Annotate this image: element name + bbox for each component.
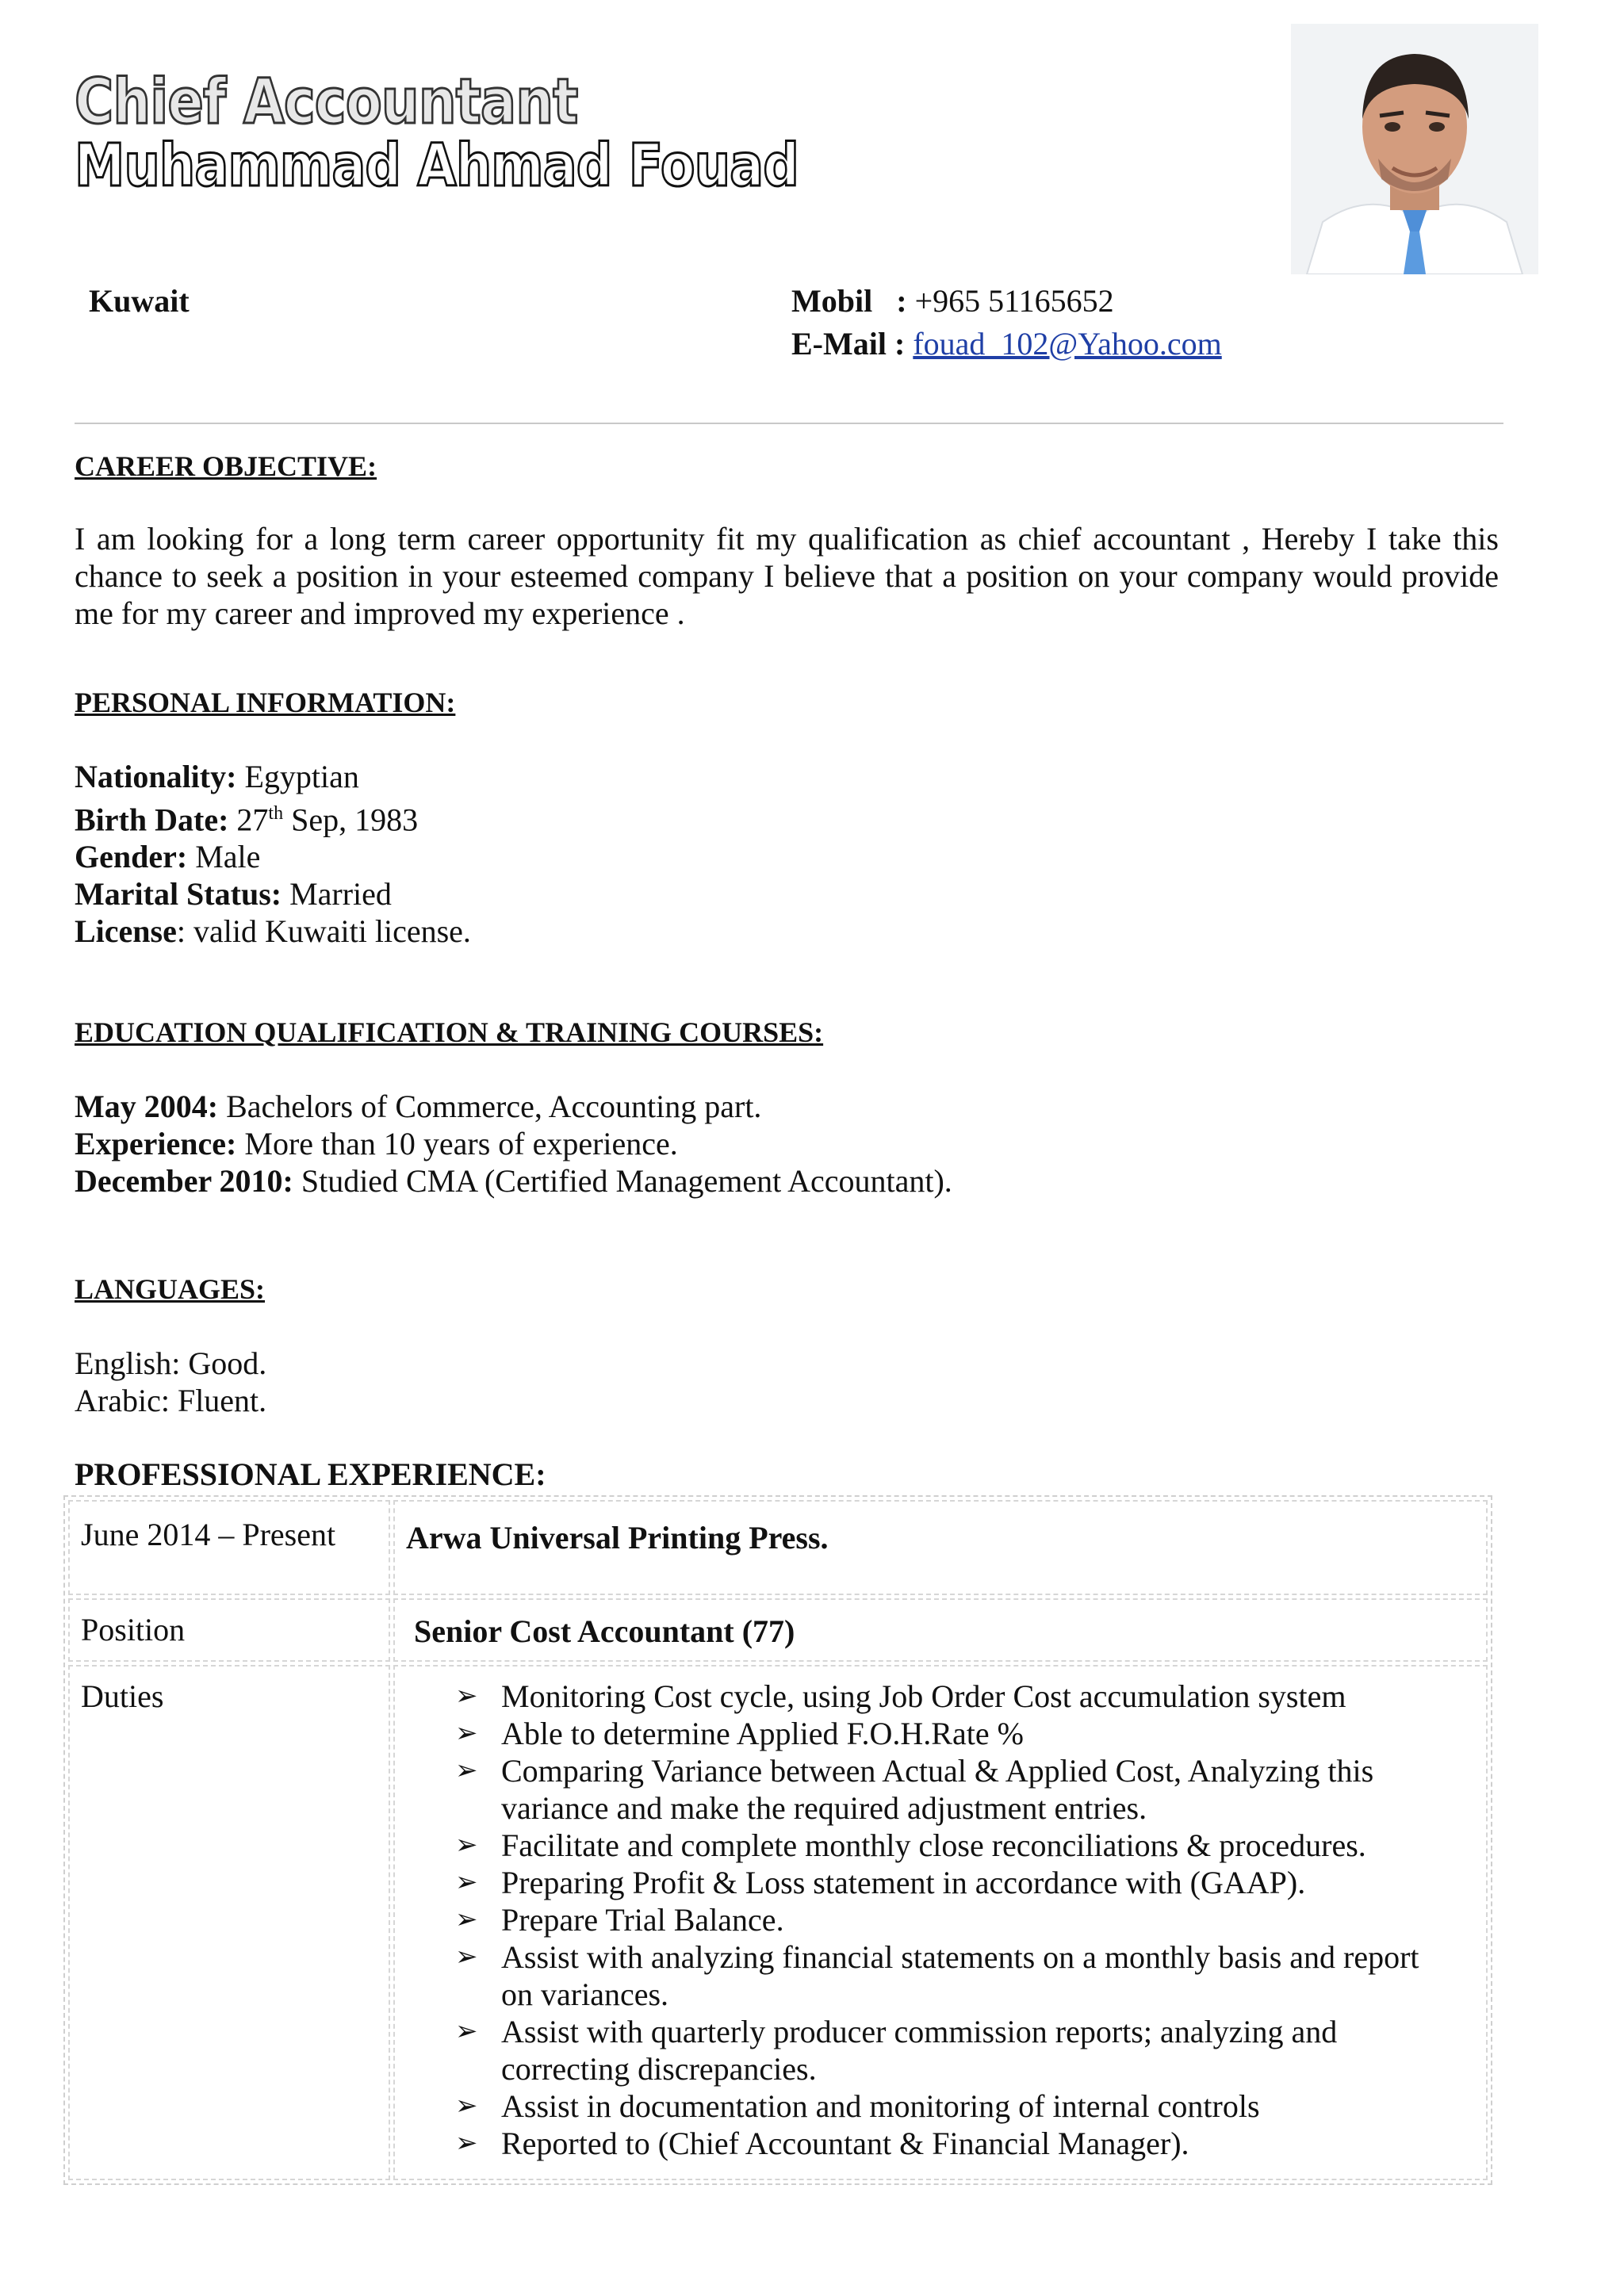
duties-cell <box>393 1665 1488 2180</box>
duty-text: Able to determine Applied F.O.H.Rate % <box>501 1716 1024 1751</box>
marital-line <box>75 875 471 913</box>
gender-label: Gender: <box>75 839 188 875</box>
arrow-bullet-icon: ➢ <box>455 2090 478 2122</box>
period-cell <box>68 1500 390 1595</box>
gender-value: Male <box>195 839 261 875</box>
duty-text: Assist with quarterly producer commission reports; analyzing and correcting discrepancies. <box>501 2014 1338 2087</box>
arrow-bullet-icon: ➢ <box>455 1755 478 1786</box>
arrow-bullet-icon: ➢ <box>455 1717 478 1749</box>
duty-item <box>455 2013 1446 2087</box>
position-value-cell <box>393 1598 1488 1662</box>
company-cell <box>393 1500 1488 1595</box>
divider <box>75 423 1503 424</box>
location: Kuwait <box>89 283 190 319</box>
duty-text: Comparing Variance between Actual & Applied Cost, Analyzing this variance and make the required adjustment entries. <box>501 1753 1374 1826</box>
education-heading: EDUCATION QUALIFICATION & TRAINING COURSES: <box>75 1016 824 1048</box>
position-label-cell <box>68 1598 390 1662</box>
nationality-line <box>75 758 471 795</box>
email-label: E-Mail : <box>791 326 906 362</box>
arrow-bullet-icon: ➢ <box>455 1904 478 1935</box>
duty-item <box>455 2087 1446 2125</box>
education-item-value: Bachelors of Commerce, Accounting part. <box>226 1089 762 1124</box>
duty-text: Assist with analyzing financial statements on a monthly basis and report on variances. <box>501 1939 1419 2012</box>
arrow-bullet-icon: ➢ <box>455 1866 478 1898</box>
portrait-image <box>1291 24 1538 274</box>
birth-day: 27 <box>236 802 269 838</box>
language-item: Arabic: Fluent. <box>75 1383 267 1418</box>
education-item-label: December 2010: <box>75 1163 293 1199</box>
marital-value: Married <box>289 876 392 913</box>
education-item <box>75 1162 952 1200</box>
experience-heading: PROFESSIONAL EXPERIENCE: <box>75 1456 546 1492</box>
role-title: Chief Accountant <box>75 67 578 138</box>
arrow-bullet-icon: ➢ <box>455 1829 478 1861</box>
arrow-bullet-icon: ➢ <box>455 2015 478 2047</box>
nationality-label: Nationality: <box>75 759 237 794</box>
duties-list <box>455 1678 1446 2162</box>
arrow-bullet-icon: ➢ <box>455 2127 478 2159</box>
mobile-separator: : <box>896 283 907 319</box>
arrow-bullet-icon: ➢ <box>455 1941 478 1973</box>
objective-text: I am looking for a long term career opportunity fit my qualification as chief accountant , Hereby I take this chance to seek a position in your esteemed company I believe that a position on your company would provide me for my career and improved my experience . <box>75 521 1499 631</box>
duty-text: Monitoring Cost cycle, using Job Order Cost accumulation system <box>501 1678 1346 1714</box>
license-line <box>75 913 471 950</box>
mobile-row <box>791 282 1114 320</box>
duty-text: Assist in documentation and monitoring of internal controls <box>501 2088 1260 2124</box>
duty-text: Reported to (Chief Accountant & Financial Manager). <box>501 2126 1189 2161</box>
company-text: Arwa Universal Printing Press. <box>406 1520 829 1556</box>
duty-text: Prepare Trial Balance. <box>501 1902 784 1938</box>
marital-label: Marital Status: <box>75 876 282 913</box>
arrow-bullet-icon: ➢ <box>455 1680 478 1712</box>
education-item <box>75 1125 952 1162</box>
duty-item <box>455 2125 1446 2162</box>
birth-date-label: Birth Date: <box>75 802 229 838</box>
profile-photo <box>1291 24 1538 274</box>
duties-label-cell <box>68 1665 390 2180</box>
languages-heading: LANGUAGES: <box>75 1273 266 1305</box>
position-label: Position <box>81 1612 186 1647</box>
birth-day-suffix: th <box>268 803 284 824</box>
duty-item <box>455 1678 1446 1715</box>
personal-info <box>75 758 471 950</box>
gender-line <box>75 838 471 875</box>
objective-heading: CAREER OBJECTIVE: <box>75 450 377 482</box>
mobile-value: +965 51165652 <box>914 283 1114 319</box>
education-item-value: More than 10 years of experience. <box>244 1126 678 1161</box>
education-item-value: Studied CMA (Certified Management Accountant). <box>301 1163 952 1199</box>
birth-rest: Sep, 1983 <box>291 802 419 838</box>
duties-label: Duties <box>81 1678 164 1714</box>
duty-item <box>455 1752 1446 1827</box>
email-row <box>791 325 1222 363</box>
position-value: Senior Cost Accountant (77) <box>414 1613 795 1649</box>
language-item: English: Good. <box>75 1345 267 1381</box>
education-item <box>75 1088 952 1125</box>
license-label: License <box>75 913 177 950</box>
mobile-label: Mobil <box>791 283 873 319</box>
languages-list <box>75 1345 266 1419</box>
education-item-label: May 2004: <box>75 1089 219 1124</box>
education-item-label: Experience: <box>75 1126 237 1161</box>
duty-text: Facilitate and complete monthly close reconciliations & procedures. <box>501 1827 1366 1863</box>
license-value: : valid Kuwaiti license. <box>176 913 471 950</box>
nationality-value: Egyptian <box>244 759 359 794</box>
personal-heading: PERSONAL INFORMATION: <box>75 687 456 718</box>
duty-text: Preparing Profit & Loss statement in accordance with (GAAP). <box>501 1865 1306 1900</box>
period-text: June 2014 – Present <box>81 1517 336 1552</box>
duty-item <box>455 1901 1446 1938</box>
duty-item <box>455 1864 1446 1901</box>
education-list <box>75 1088 952 1200</box>
birth-date-line <box>75 795 471 838</box>
duty-item <box>455 1827 1446 1864</box>
name-title: Muhammad Ahmad Fouad <box>75 132 799 200</box>
email-link[interactable]: fouad_102@Yahoo.com <box>913 326 1222 362</box>
experience-table <box>63 1495 1492 2185</box>
duty-item <box>455 1938 1446 2013</box>
duty-item <box>455 1715 1446 1752</box>
